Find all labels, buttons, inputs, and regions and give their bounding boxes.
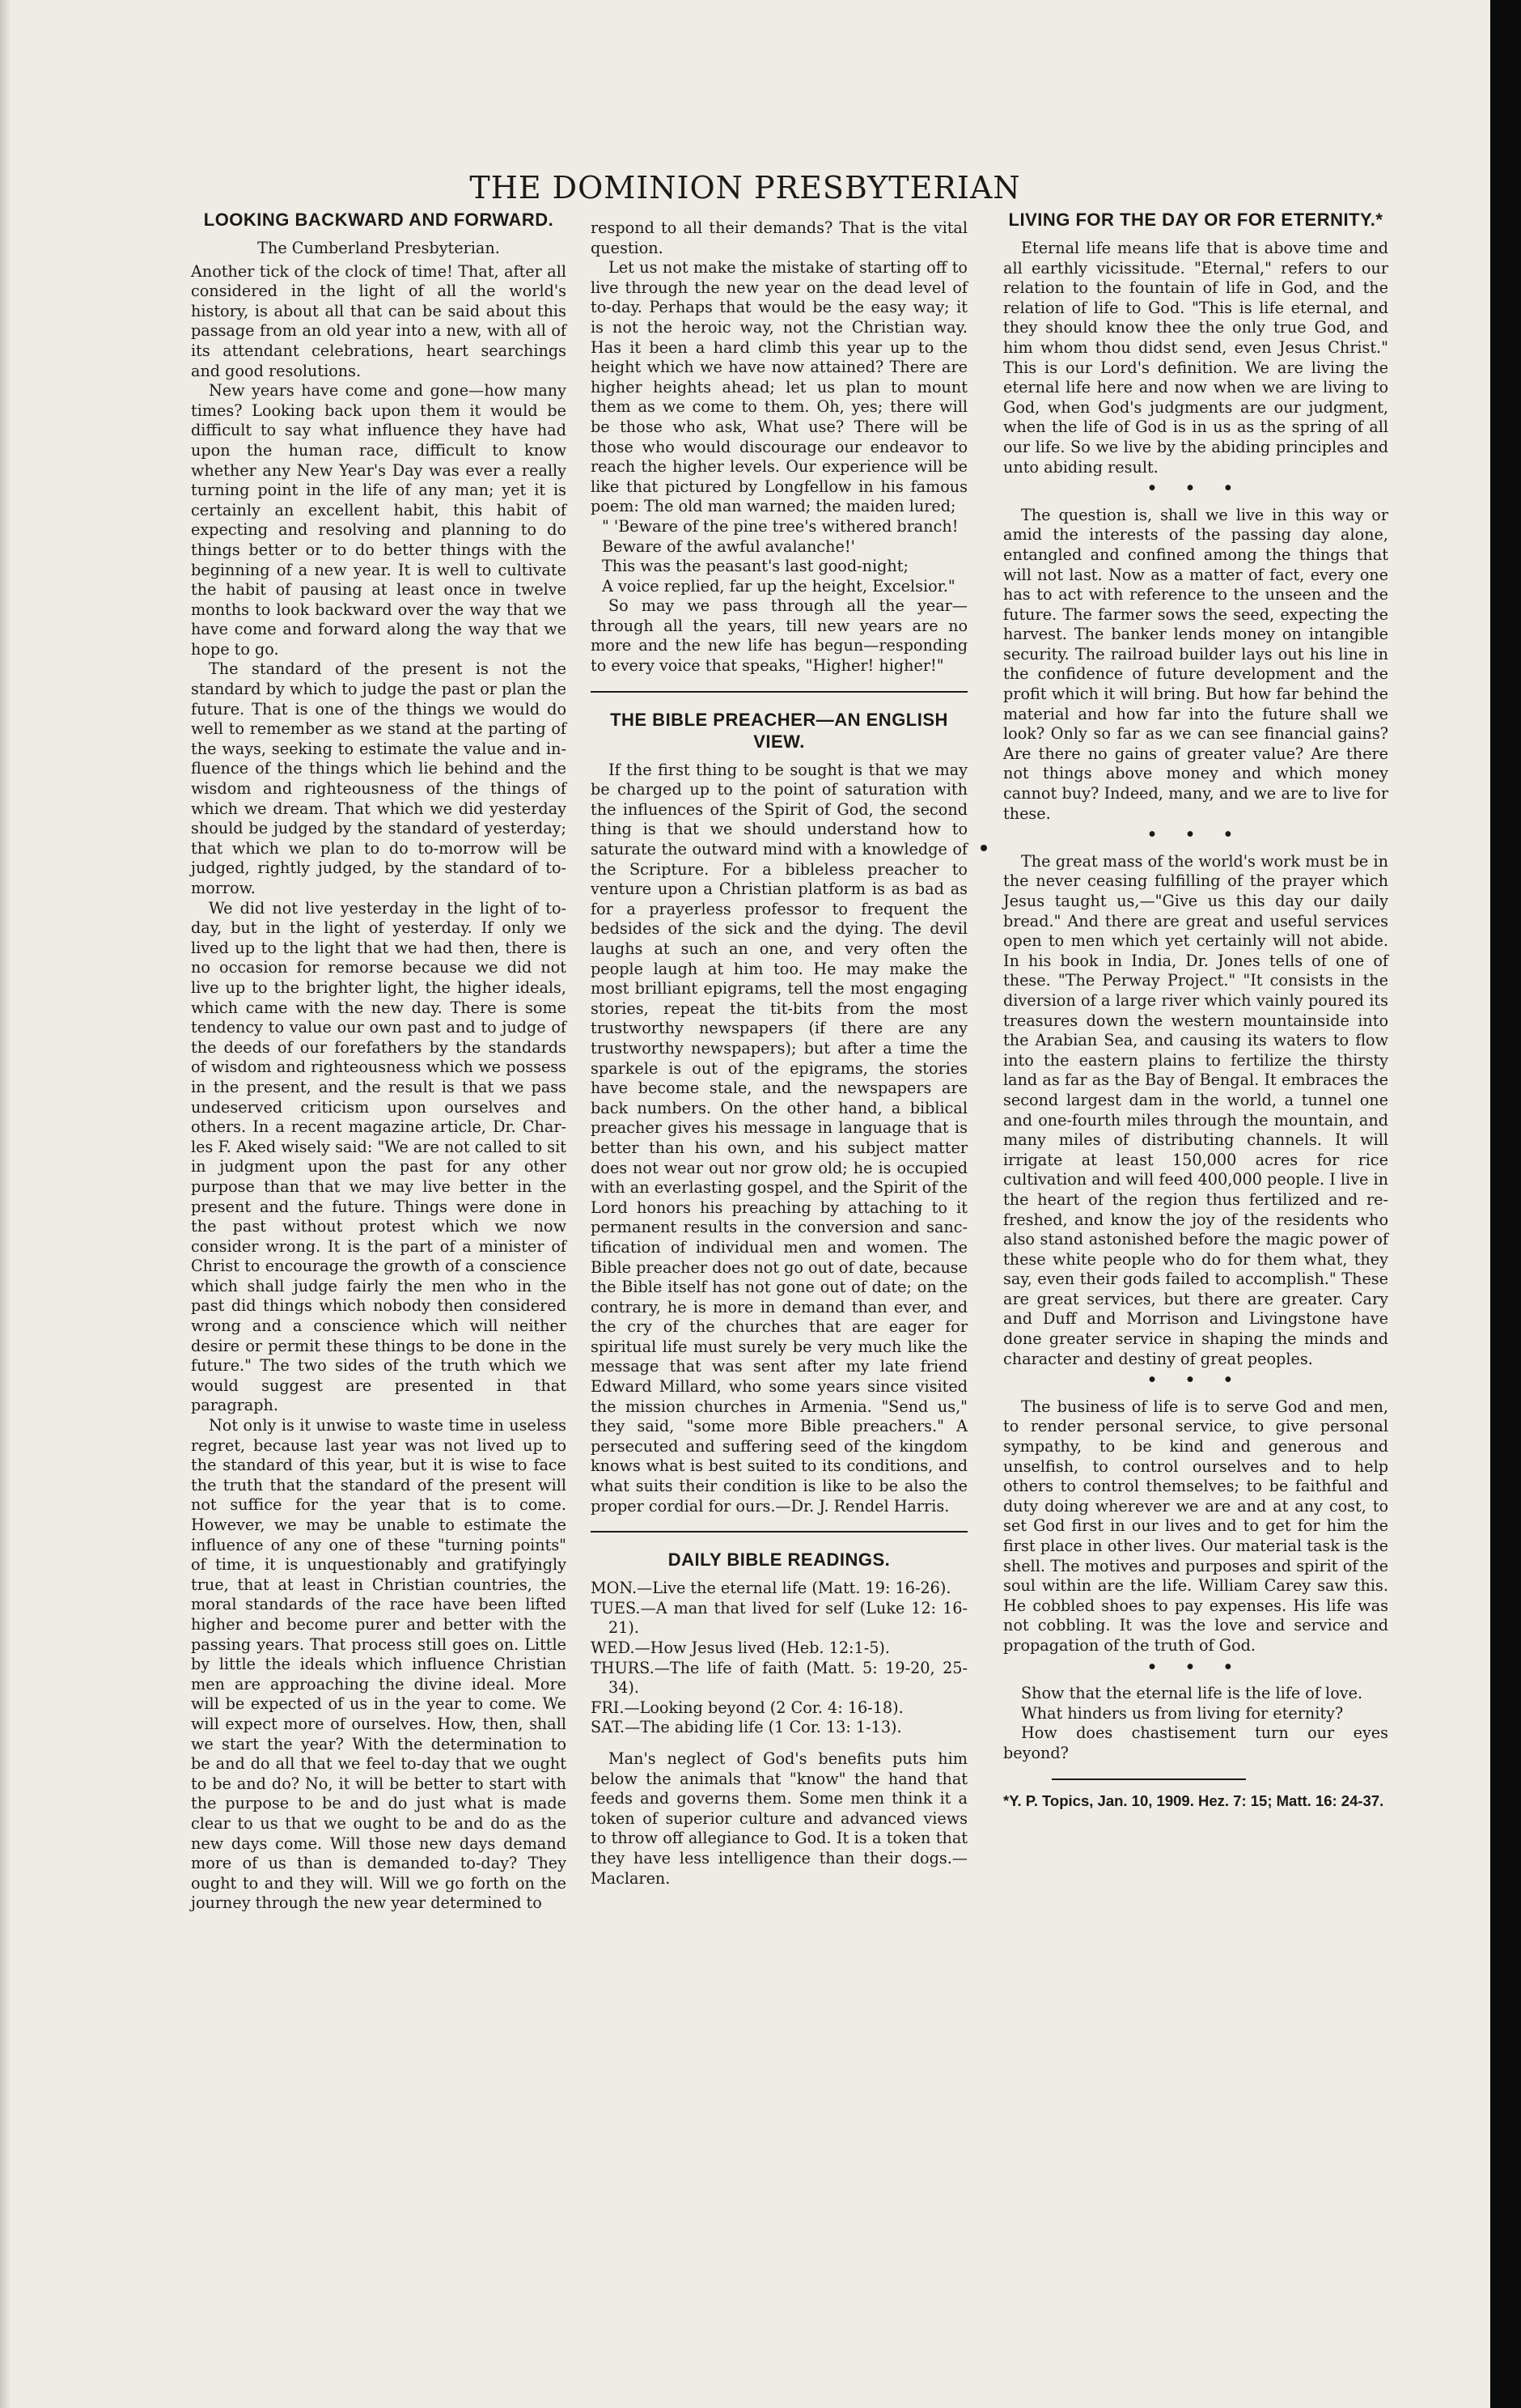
article-title: LOOKING BACKWARD AND FORWARD. [203, 210, 554, 230]
reading-item: THURS.—The life of faith (Matt. 5: 19-20, 25-34). [591, 1658, 968, 1698]
masthead: THE DOMINION PRESBYTERIAN [469, 170, 1021, 206]
column-2 [591, 218, 968, 1889]
article-title: THE BIBLE PREACHER—AN ENGLISH VIEW. [610, 709, 948, 752]
section-stars: • • • [1146, 1657, 1245, 1677]
reading-item: SAT.—The abiding life (1 Cor. 13: 1-13). [591, 1718, 902, 1737]
page-edge-shadow [0, 0, 11, 2408]
paragraph: Man's neglect of God's benefits puts him below the animals that "know" the hand that feeds and governs them. Some men think it a token of superior culture and advanced views to throw off allegiance to God. It is a token that they have less intelligence than their dogs.—Maclaren. [591, 1749, 968, 1888]
paragraph: If the first thing to be sought is that we may be charged up to the point of saturation with the influences of the Spirit of God, the second thing is that we should understand how to saturate the outward mind with a knowledge of the Scripture. For a bibleless preacher to venture upon a Christian platform is as bad as for a prayerless professor to frequent the bedsides of the sick and the dying. The devil laughs at such an one, and very often the people laugh at him too. He may make the most brilliant epigrams, tell the most engaging stories, repeat the tit-bits from the most trustworthy newspapers (if there are any trustworthy newspapers); but after a time the sparkele is out of the epigrams, the stories have become stale, and the newspapers are back numbers. On the other hand, a biblical preacher gives his message in language that is better than his own, and his subject matter does not wear out nor grow old; he is occupied with an everlasting gospel, and the Spirit of the Lord honors his preaching by attaching to it permanent results in the conversion and sanctification of individual men and women. The Bible preacher does not go out of date, because the Bible itself has not gone out of date; on the contrary, he is more in demand than ever, and the cry of the churches that are eager for spiritual life must surely be very much like the message that was sent after my late friend Edward Millard, who some years since visited the mission churches in Armenia. "Send us," they said, "some more Bible preachers." A persecuted and suffering seed of the kingdom knows what is best suited to its conditions, and what suits their condition is like to be also the proper cordial for ours.—Dr. J. Rendel Harris. [591, 760, 968, 1516]
paragraph: The business of life is to serve God and men, to render personal service, to give personal sympathy, to be kind and generous and unselfish, to control ourselves and to help others to control themselves; to be faithful and duty doing wherever we are and at any cost, to set God first in our lives and to get for him the first place in other lives. Our material task is the shell. The motives and purposes and spirit of the soul within are the life. William Carey saw this. He cobbled shoes to pay expenses. His life was not cobbling. It was the love and service and propagation of the truth of God. [1003, 1397, 1388, 1655]
paragraph: Eternal life means life that is above time and all earthly vicissitude. "Eternal," refers to our relation to the fountain of life in God, and the relation of life to God. "This is life eternal, and they should know thee the only true God, and him whom thou didst send, even Jesus Christ." This is our Lord's definition. We are living the eternal life here and now when we are living to God, when God's judgments are our judgment, when the life of God is in us as the spring of all our life. So we live by the abiding principles and unto abiding result. [1003, 239, 1388, 477]
reading-item: FRI.—Looking beyond (2 Cor. 4: 16-18). [591, 1698, 904, 1717]
paragraph: New years have come and gone—how many times? Looking back upon them it would be difficult to say what influence they have had upon the human race, difficult to know whether any New Year's Day was ever a really turning point in the life of any man; yet it is certainly an excellent habit, this habit of expecting and resolving and planning to do things better or to do better things with the beginning of a new year. It is well to cultivate the habit of pausing at least once in twelve months to look backward over the way that we have come and forward along the way that we hope to go. [191, 381, 566, 659]
byline: The Cumberland Presbyterian. [257, 239, 500, 257]
poem-line: A voice replied, far up the height, Excelsior." [602, 576, 955, 596]
paragraph: Another tick of the clock of time! That, after all considered in the light of all the world's history, is about all that can be said about this passage from an old year into a new, with all of its attendant celebrations, heart searchings and good resolutions. [191, 261, 566, 380]
paragraph: The question is, shall we live in this way or amid the interests of the passing day alone, entangled and confined among the things that will not last. Now as a matter of fact, every one has to act with reference to the unseen and the future. The farmer sows the seed, expecting the harvest. The banker lends money on intangible security. The railroad builder lays out his line in the confidence of future development and the profit which it will bring. But how far behind the material and how far into the future shall we look? Only so far as we can see financial gains? Are there no gains of greater value? Are there not things above money and which money cannot buy? Indeed, many, and we are to live for these. [1003, 505, 1388, 823]
paragraph: The standard of the present is not the standard by which to judge the past or plan the future. That is one of the things we would do well to remember as we stand at the parting of the ways, seeking to estimate the value and influence of the things which lie behind and the wisdom and righteousness of the things of which we dream. That which we did yesterday should be judged by the standard of yesterday; that which we plan to do to-morrow will be judged, rightly judged, by the standard of to-morrow. [191, 659, 566, 897]
scan-border [1490, 0, 1521, 2408]
reading-item: TUES.—A man that lived for self (Luke 12: 16-21). [591, 1598, 968, 1638]
section-divider [591, 1531, 968, 1533]
reading-item: WED.—How Jesus lived (Heb. 12:1-5). [591, 1639, 890, 1657]
column-1 [191, 209, 566, 1914]
question: How does chastisement turn our eyes beyond? [1003, 1723, 1388, 1762]
question: Show that the eternal life is the life of love. [1021, 1684, 1363, 1703]
section-divider [591, 691, 968, 693]
footnote: *Y. P. Topics, Jan. 10, 1909. Hez. 7: 15; Matt. 16: 24-37. [1003, 1791, 1384, 1809]
reading-item: MON.—Live the eternal life (Matt. 19: 16-26). [591, 1579, 951, 1598]
paragraph: So may we pass through all the year—through all the years, till new years are no more and the new life has begun—responding to every voice that speaks, "Higher! higher!" [591, 596, 968, 676]
poem-line: " 'Beware of the pine tree's withered branch! [602, 516, 959, 536]
question: What hinders us from living for eternity? [1021, 1703, 1344, 1723]
column-3 [1003, 209, 1388, 1811]
paragraph: Not only is it unwise to waste time in useless regret, because last year was not lived up to the standard of this year, but it is wise to face the truth that the standard of the present will not suffice for the year that is to come. However, we may be unable to estimate the influence of any one of these "turning points" of time, it is unquestionably and gratifyingly true, that at least in Christian countries, the moral standards of the race have been lifted higher and become purer and better with the passing years. That process still goes on. Little by little the ideals which influence Christian men are approaching the divine ideal. More will be expected of us in the year to come. We will expect more of ourselves. How, then, shall we start the year? With the determination to be and do all that we feel to-day that we ought to be and do? No, it will be better to start with the purpose to be and do just what is made clear to us that we ought to be and do as the new days come. Will those new days demand more of us than is demanded to-day? They ought to and they will. Will we go forth on the journey through the new year determined to [191, 1416, 566, 1913]
bullet-mark [981, 845, 987, 851]
article-title: LIVING FOR THE DAY OR FOR ETERNITY.* [1008, 210, 1383, 230]
footnote-rule [1052, 1778, 1246, 1780]
section-stars: • • • [1146, 479, 1245, 498]
section-stars: • • • [1146, 1371, 1245, 1390]
poem-line: Beware of the awful avalanche!' [602, 536, 855, 556]
paragraph: Let us not make the mistake of starting off to live through the new year on the dead level of to-day. Perhaps that would be the easy way; it is not the heroic way, not the Christian way. Has it been a hard climb this year up to the height which we have now attained? There are higher heights ahead; let us plan to mount them as we come to them. Oh, yes; there will be those who ask, What use? There will be those who would discourage our endeavor to reach the higher levels. Our experience will be like that pictured by Longfellow in his famous poem: The old man warned; the maiden lured; [591, 258, 968, 516]
readings-list [591, 1579, 968, 1738]
poem-line: This was the peasant's last good-night; [602, 557, 909, 576]
paragraph: We did not live yesterday in the light of to-day, but in the light of yesterday. If only we lived up to the light that we had then, there is no occasion for remorse because we did not live up to the brighter light, the higher ideals, which came with the new day. There is some tendency to value our own past and to judge of the deeds of our forefathers by the standards of wisdom and righteousness which we possess in the present, and the result is that we pass undeserved criticism upon ourselves and others. In a recent magazine article, Dr. Charles F. Aked wisely said: "We are not called to sit in judgment upon the past for any other purpose than that we may live better in the present and the future. Things were done in the past without protest which we now consider wrong. It is the part of a minister of Christ to encourage the growth of a conscience which shall judge fairly the men who in the past did things which nobody then considered wrong and a conscience which will neither desire or permit these things to be done in the future." The two sides of the truth which we would suggest are presented in that paragraph. [191, 898, 566, 1415]
section-stars: • • • [1146, 825, 1245, 845]
article-title: DAILY BIBLE READINGS. [667, 1550, 891, 1571]
paragraph: The great mass of the world's work must be in the never ceasing fulfilling of the prayer which Jesus taught us,—"Give us this day our daily bread." And there are great and useful services open to men which yet certainly will not abide. In his book in India, Dr. Jones tells of one of these. "The Perway Project." "It consists in the diversion of a large river which vainly poured its treasures down the western mountainside into the Arabian Sea, and causing its waters to flow into the eastern plains to fertilize the thirsty land as far as the Bay of Bengal. It embraces the second largest dam in the world, a tunnel one and one-fourth miles through the mountain, and many miles of distributing channels. It will irrigate at least 150,000 acres for rice cultivation and will feed 400,000 people. I live in the heart of the region thus fertilized and refreshed, and know the joy of the residents who also stand astonished before the magic power of these white people who do for them what, they say, even their gods failed to accomplish." These are great services, but there are greater. Cary and Duff and Morrison and Livingstone have done greater service in shaping the minds and character and destiny of great peoples. [1003, 851, 1388, 1368]
paragraph: respond to all their demands? That is the vital question. [591, 218, 968, 257]
